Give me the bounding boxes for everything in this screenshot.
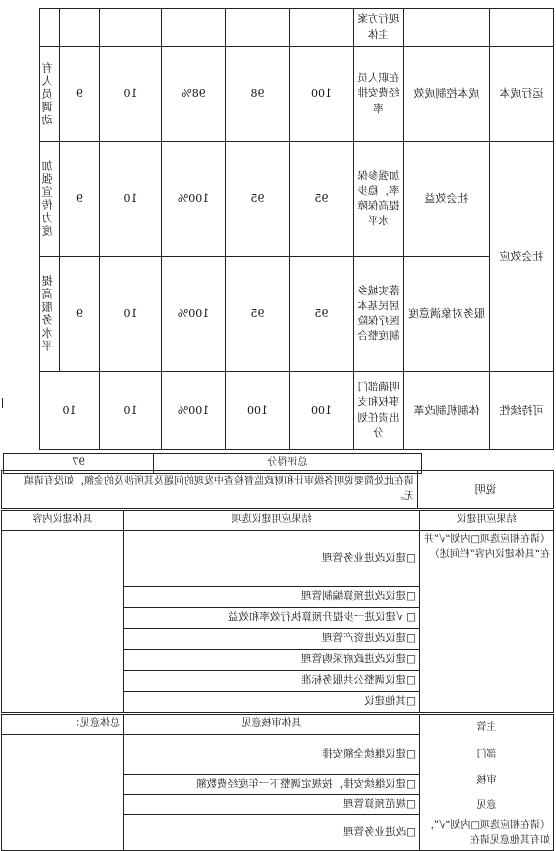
perf-score: 10: [100, 372, 162, 450]
suggest-option-1[interactable]: □建议改进预算编制管理: [124, 587, 420, 608]
suggest-header-left: 结果应用建议: [420, 511, 554, 531]
perf-level2: [404, 9, 490, 47]
suggest-table: [1, 510, 554, 713]
perf-level1: [490, 9, 554, 47]
explain-text: 请在此处简要说明各级审计和财政监督检查中发现的问题及其所涉及的金额，如没有请填无。: [2, 471, 418, 509]
opinion-option-2[interactable]: □规范预算管理: [124, 794, 420, 814]
perf-indicator: 落实城乡居民基本医疗保险制度整合: [354, 257, 404, 372]
perf-weight: 100%: [162, 142, 226, 257]
suggest-option-2[interactable]: □ √建议进一步提升预算执行效率和效益: [124, 608, 420, 629]
perf-weight: 100%: [162, 257, 226, 372]
opinion-label-line: 主管: [476, 722, 497, 733]
explain-table: [1, 470, 554, 509]
perf-score: 10: [100, 142, 162, 257]
perf-reason: [40, 9, 60, 47]
opinion-header-left: [420, 715, 554, 851]
opinion-label-line: 部门: [476, 748, 497, 760]
explain-label: 说明: [418, 471, 554, 509]
suggest-option-4[interactable]: □建议改进政府采购管理: [124, 650, 420, 671]
total-label: 总评得分: [154, 454, 422, 474]
perf-reason-cell: [40, 142, 60, 257]
opinion-content[interactable]: [2, 735, 124, 851]
suggest-content[interactable]: [2, 531, 124, 713]
perf-reason: 加强宣传力度: [41, 160, 55, 238]
perf-reason-cell: [40, 47, 60, 142]
perf-level2: 社会效益: [404, 142, 490, 257]
perf-target: 95: [290, 142, 354, 257]
perf-reason: 提高服务水平: [41, 275, 55, 353]
perf-row-4: [40, 372, 554, 450]
perf-reason-score: 10: [40, 372, 100, 450]
suggest-option-5[interactable]: □建议调整公共服务标准: [124, 671, 420, 692]
opinion-option-1[interactable]: □建议继续安排，按规定调整下一年度经费数额: [124, 774, 420, 794]
perf-indicator: 在职人员经费安排率: [354, 47, 404, 142]
perf-target: 95: [290, 257, 354, 372]
perf-level1: 社会效应: [490, 142, 554, 372]
perf-reason-score: 9: [60, 47, 100, 142]
perf-reason-cell: [40, 257, 60, 372]
perf-score: 10: [100, 47, 162, 142]
perf-indicator: 明确部门事权和支出责任划分: [354, 372, 404, 450]
perf-actual: 95: [226, 142, 290, 257]
perf-level2: 体制机制改革: [404, 372, 490, 450]
perf-score: [100, 9, 162, 47]
perf-reason-score: [60, 9, 100, 47]
opinion-option-3[interactable]: □改进业务管理: [124, 815, 420, 851]
opinion-label-line: 意见: [476, 799, 497, 811]
perf-target: 100: [290, 372, 354, 450]
perf-weight: 100%: [162, 372, 226, 450]
margin-tick: [2, 398, 3, 408]
perf-row-2: [40, 142, 554, 257]
perf-weight: 98%: [162, 47, 226, 142]
perf-row-0: [40, 9, 554, 47]
perf-actual: 100: [226, 372, 290, 450]
suggest-side-note: （请在相应选项□内划“√”并在“具体建议内容”栏间述）: [420, 531, 554, 713]
suggest-header-mid: 结果应用建议选项: [124, 511, 420, 531]
perf-level2: 成本控制成效: [404, 47, 490, 142]
perf-weight: [162, 9, 226, 47]
opinion-header-mid: 具体审核意见: [124, 715, 420, 735]
total-value: 97: [4, 454, 154, 474]
perf-reason-score: 9: [60, 257, 100, 372]
suggest-option-3[interactable]: □建议改进资产管理: [124, 629, 420, 650]
opinion-header-right: 总体意见：: [2, 715, 124, 735]
suggest-option-0[interactable]: □建议改进业务管理: [124, 531, 420, 587]
perf-reason: 有人员调动: [41, 61, 55, 127]
perf-actual: 98: [226, 47, 290, 142]
suggest-header-right: 具体建议内容: [2, 511, 124, 531]
perf-actual: [226, 9, 290, 47]
perf-indicator: 加强参保率，稳步提高保障水平: [354, 142, 404, 257]
perf-level2: 服务对象满意度: [404, 257, 490, 372]
suggest-option-6[interactable]: □其他建议: [124, 692, 420, 713]
perf-score: 10: [100, 257, 162, 372]
performance-table: [39, 8, 554, 450]
perf-target: 100: [290, 47, 354, 142]
perf-row-3: [40, 257, 554, 372]
opinion-label-line: 审核: [476, 775, 497, 786]
perf-indicator: 现行方案主体: [354, 9, 404, 47]
opinion-option-0[interactable]: □建议继续全额安排: [124, 735, 420, 775]
perf-level1: 运行成本: [490, 47, 554, 142]
perf-reason-score: 9: [60, 142, 100, 257]
perf-target: [290, 9, 354, 47]
opinion-side-note: （请在相应选项□内划“√”，如有其他意见请在: [423, 820, 550, 846]
perf-actual: 95: [226, 257, 290, 372]
opinion-table: [1, 714, 554, 851]
perf-level1: 可持续性: [490, 372, 554, 450]
perf-row-1: [40, 47, 554, 142]
